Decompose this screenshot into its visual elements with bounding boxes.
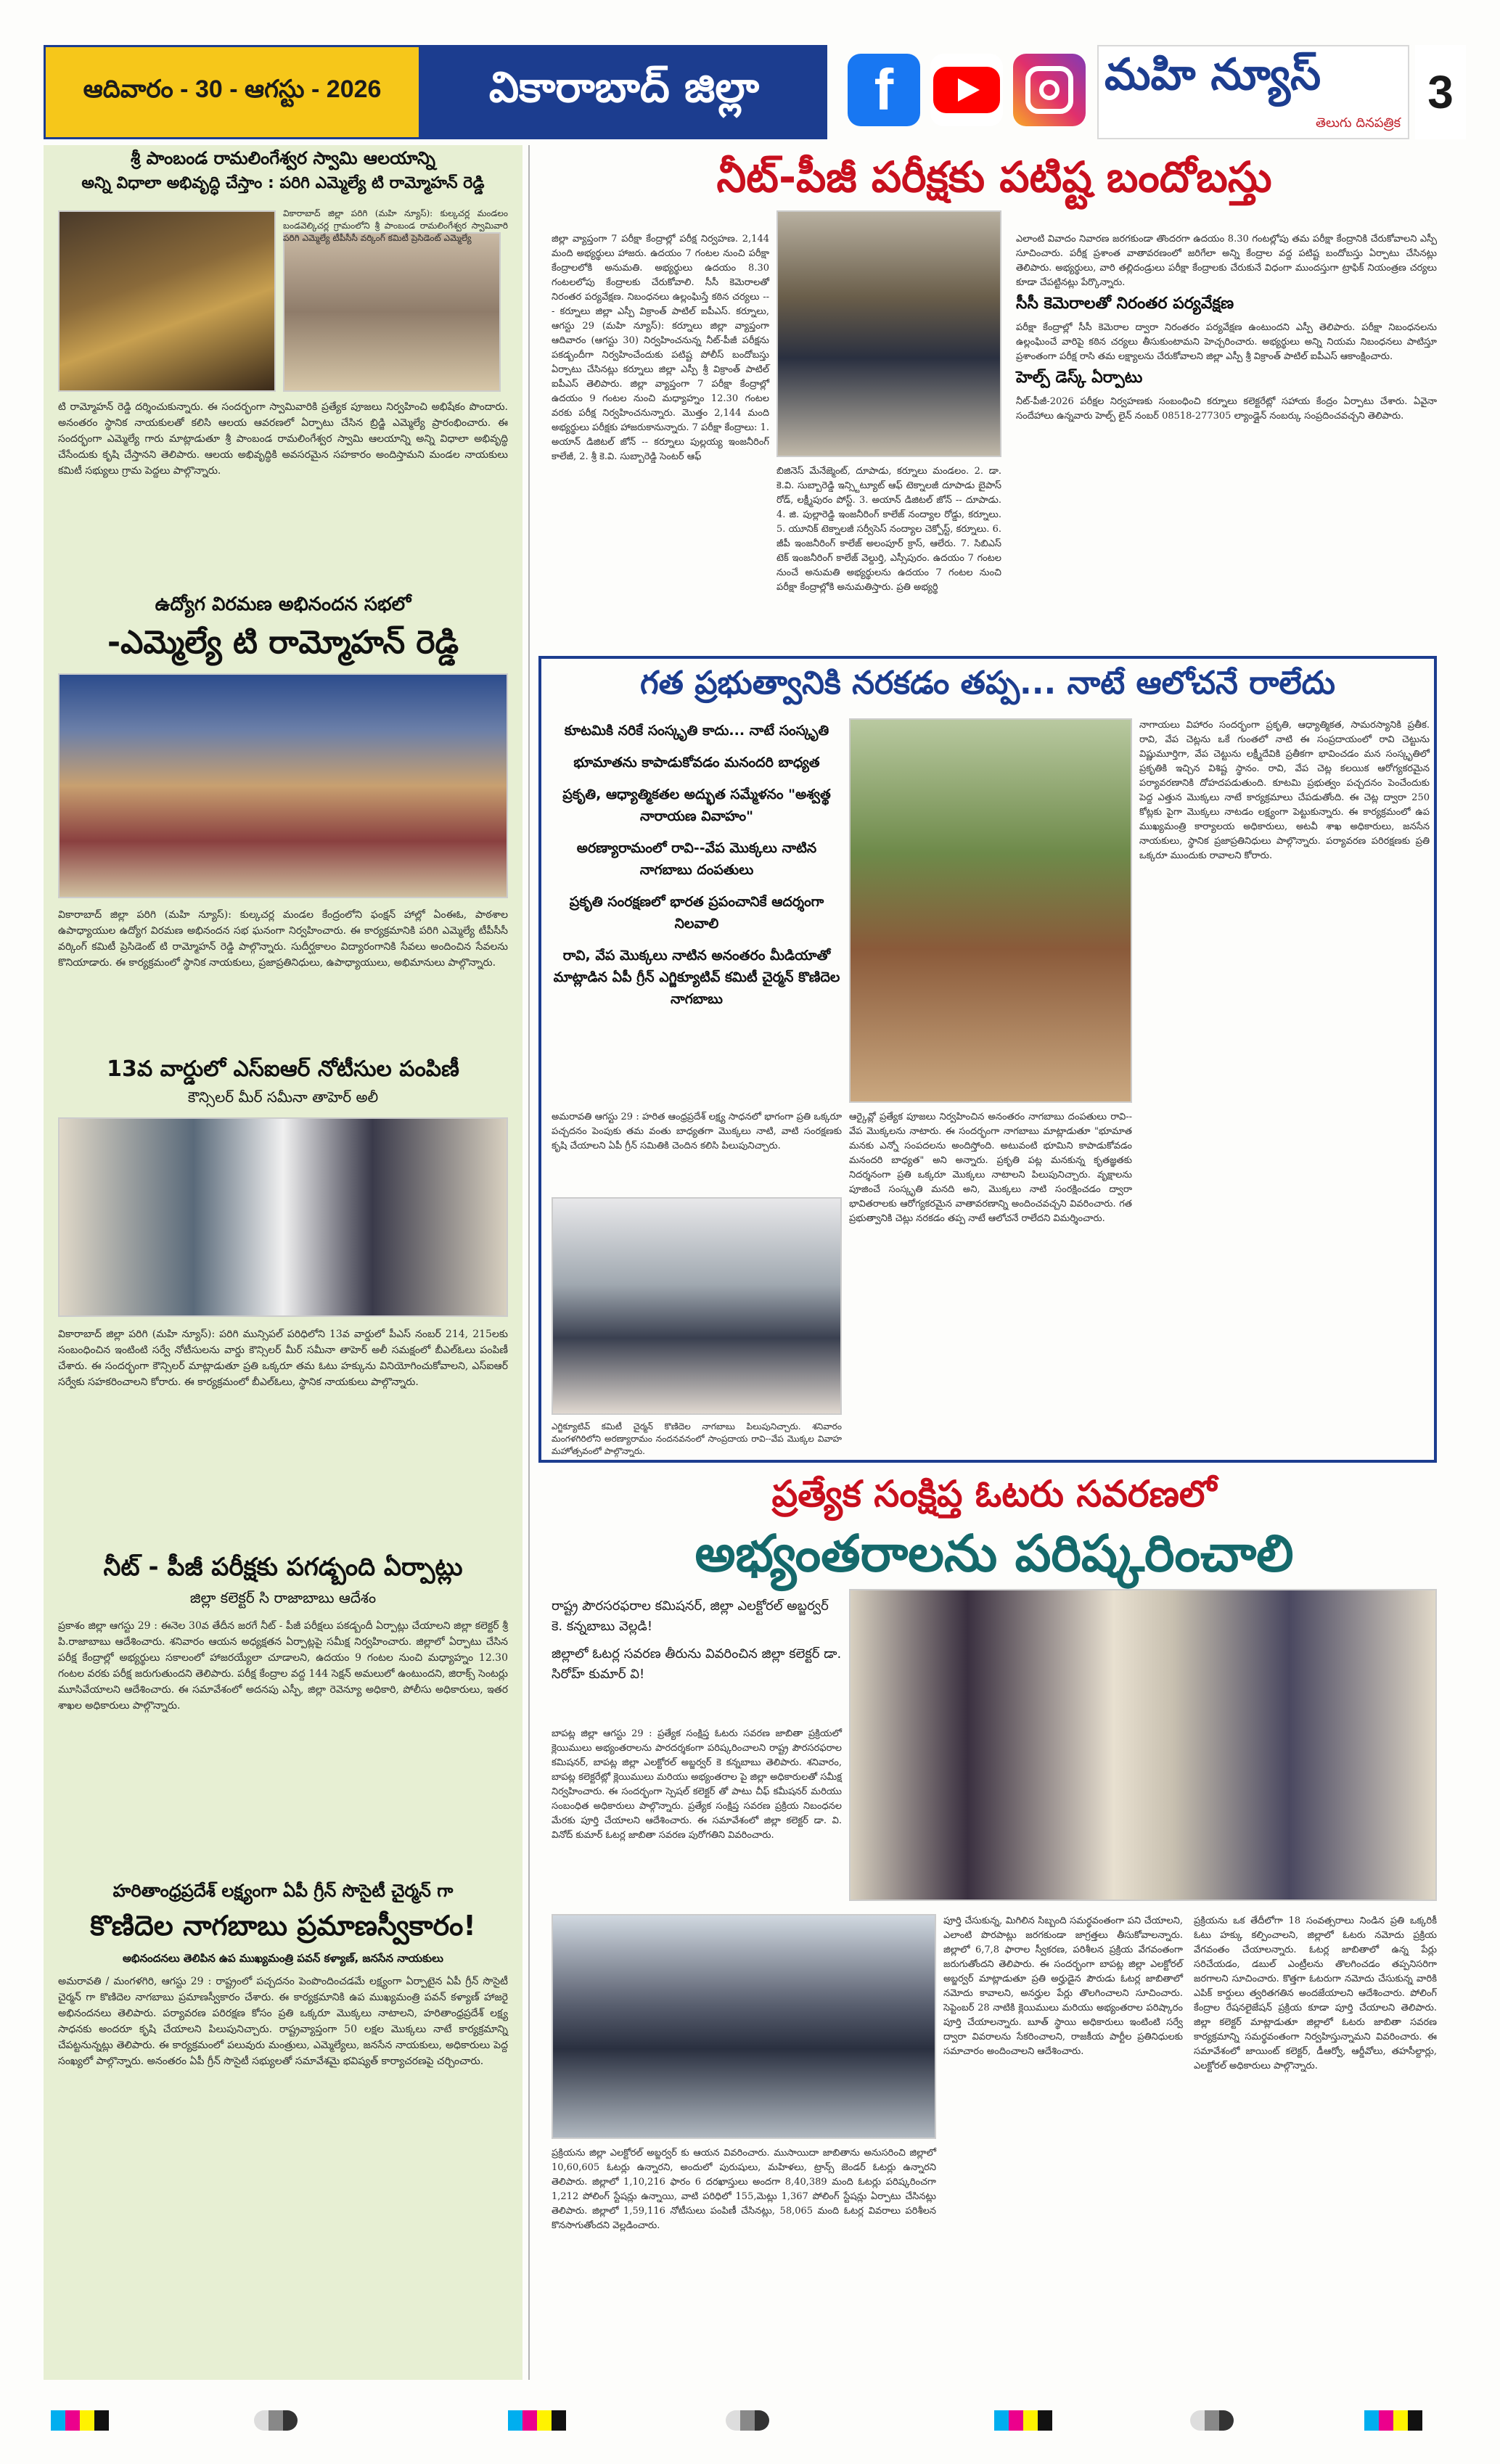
article2-headline1: ఉద్యోగ విరమణ అభినందన సభలో: [155, 594, 411, 615]
top-story-col3c: నీట్-పీజీ-2026 పరీక్షల నిర్వహణకు సంబంధించి కర్నూలు కలెక్టరేట్లో సహాయ కేంద్రం ఏర్పాటు చేశారు. ఏవైనా సందేహాలు ఉన్నవారు హెల్ప్ లైన్ నంబర్ 08518-277305 ల్యాండ్లైన్ నంబర్కు సంప్రదించవచ్చని తెలిపారు.: [1016, 396, 1437, 422]
article4-body: ప్రకాశం జిల్లా ఆగస్టు 29 : ఈనెల 30వ తేదీన జరగే నీట్ - పీజీ పరీక్షలు పకడ్బందీ ఏర్పాట్లు చేయాలని జిల్లా కలెక్టర్ శ్రీ పి.రాజాబాబు ఆదేశించారు. శనివారం ఆయన అధ్యక్షతన ఏర్పాట్లపై సమీక్ష నిర్వహించారు. జిల్లాలో ఏర్పాటు చేసిన పరీక్ష కేంద్రాల్లో అభ్యర్థులు సకాలంలో హాజరయ్యేలా చూడాలని, ఉదయం 9 గంటల నుంచి మధ్యాహ్నం 12.30 గంటల వరకు పరీక్ష జరుగుతుందని తెలిపారు. పరీక్ష కేంద్రాల వద్ద 144 సెక్షన్ అమలులో ఉంటుందని, జిరాక్స్ సెంటర్లు మూసివేయాలని ఆదేశించారు. ఈ సమావేశంలో అదనపు ఎస్పీ, జిల్లా రెవెన్యూ అధికారి, పోలీసు అధికారులు, ఇతర శాఖల అధికారులు పాల్గొన్నారు.: [58, 1620, 508, 1712]
feature-photo-planting: [849, 718, 1132, 1103]
top-story-col2b: బిజినెస్ మేనేజ్మెంట్, దూపాడు, కర్నూలు మండలం. 2. డా. కె.వి. సుబ్బారెడ్డి ఇన్స్టిట్యూట్ ఆఫ్ టెక్నాలజీ దూపాడు బైపాస్ రోడ్, లక్ష్మీపురం పోస్ట్. 3. అయాన్ డిజిటల్ జోన్ -- దూపాడు. 4. జి. పుల్లారెడ్డి ఇంజనీరింగ్ కాలేజ్ నంద్యాల రోడ్డు, కర్నూలు. 5. యూనిక్ టెక్నాలజీ సర్వీసెస్ నంద్యాల చెక్పోస్ట్, కర్నూలు. 6. జీపీ ఇంజనీరింగ్ కాలేజ్ అలంపూర్ క్రాస్, ఆలేరు. 7. సిబిఎస్ టెక్ ఇంజనీరింగ్ కాలేజ్ వెల్దుర్తి, ఎస్సీపురం. ఉదయం 7 గంటల నుంచే అనుమతి అభ్యర్థులను ఉదయం 7 గంటల నుంచి పరీక్షా కేంద్రాల్లోకి అనుమతిస్తారు. ప్రతి అభ్యర్థి: [776, 466, 1001, 593]
feature-bullet: రావి, వేప మొక్కలు నాటిన అనంతరం మీడియాతో మాట్లాడిన ఏపీ గ్రీన్ ఎగ్జిక్యూటివ్ కమిటీ చైర్మన్ కొణిదెల నాగబాబు: [553, 948, 840, 1007]
article5-body: అమరావతి / మంగళగిరి, ఆగస్టు 29 : రాష్ట్రంలో పచ్చదనం పెంపొందించడమే లక్ష్యంగా ఏర్పాటైన ఏపీ గ్రీన్ సొసైటీ చైర్మన్ గా కొణిదెల నాగబాబు ప్రమాణస్వీకారం చేశారు. ఈ కార్యక్రమానికి ఉప ముఖ్యమంత్రి పవన్ కళ్యాణ్ హాజరై అభినందనలు తెలిపారు. పర్యావరణ పరిరక్షణ కోసం ప్రతి ఒక్కరూ మొక్కలు నాటాలని, హరితాంధ్రప్రదేశ్ లక్ష్య సాధనకు అందరూ కృషి చేయాలని పిలుపునిచ్చారు. రాష్ట్రవ్యాప్తంగా 50 లక్షల మొక్కలు నాటే కార్యక్రమాన్ని చేపట్టనున్నట్లు తెలిపారు. ఈ కార్యక్రమంలో పలువురు మంత్రులు, ఎమ్మెల్యేలు, జనసేన నాయకులు, అధికారులు పెద్ద సంఖ్యలో పాల్గొన్నారు. అనంతరం ఏపీ గ్రీన్ సొసైటీ సభ్యులతో సమావేశమై భవిష్యత్ కార్యాచరణపై చర్చించారు.: [58, 1976, 508, 2067]
paper-logo: [1097, 45, 1409, 139]
top-story-col3: ఎలాంటి వివాదం నివారణ జరగకుండా తొందరగా ఉదయం 8.30 గంటల్లోపు తమ పరీక్షా కేంద్రానికి చేరుకోవాలని ఎస్పీ సూచించారు. పరీక్ష ప్రశాంత వాతావరణంలో జరిగేలా అన్ని కేంద్రాల వద్ద పటిష్ట బందోబస్తు ఏర్పాటు చేసినట్లు తెలిపారు. అభ్యర్థులు, వారి తల్లిదండ్రులు పరీక్షా కేంద్రాలకు చేరుకునే విధంగా ముందస్తుగా ట్రాఫిక్ నియంత్రణ చర్యలు కూడా చేపట్టినట్లు పేర్కొన్నారు.: [1016, 234, 1437, 288]
feature-body-left: అమరావతి ఆగస్టు 29 : హరిత ఆంధ్రప్రదేశ్ లక్ష్య సాధనలో భాగంగా ప్రతి ఒక్కరూ పచ్చదనం పెంపుకు తమ వంతు బాధ్యతగా మొక్కలు నాటి, వాటి సంరక్షణకు కృషి చేయాలని ఏపీ గ్రీన్ సమితికి చెందిన కలిసి పిలుపునిచ్చారు.: [552, 1112, 842, 1151]
article5-headline3: అభినందనలు తెలిపిన ఉప ముఖ్యమంత్రి పవన్ కళ్యాణ్, జనసేన నాయకులు: [123, 1952, 443, 1965]
paper-name: మహి న్యూస్: [1104, 49, 1321, 100]
bottom-intro2: జిల్లాలో ఓటర్ల సవరణ తీరును వివరించిన జిల్లా కలెక్టర్ డా. సిరోహ్ కుమార్ వి!: [552, 1646, 842, 1682]
article1-body-top: వికారాబాద్ జిల్లా పరిగి (మహి న్యూస్): కుల్కచర్ల మండలం బండవెల్కిచర్ల గ్రామంలోని శ్రీ పాంబండ రామలింగేశ్వర స్వామివారి పరిగి ఎమ్మెల్యే టీపీసీసీ వర్కింగ్ కమిటీ ప్రెసిడెంట్ ఎమ్మెల్యే: [283, 208, 508, 243]
article5-headline1: హరితాంధ్రప్రదేశ్ లక్ష్యంగా ఏపీ గ్రీన్ సొసైటీ చైర్మన్ గా: [112, 1881, 454, 1901]
article2-headline2: -ఎమ్మెల్యే టి రామ్మోహన్ రెడ్డి: [107, 624, 459, 661]
edition-date: ఆదివారం - 30 - ఆగస్టు - 2026: [44, 45, 421, 139]
instagram-icon[interactable]: [1013, 54, 1086, 126]
bottom-intro: [552, 1596, 842, 1685]
page-number: 3: [1415, 45, 1466, 139]
feature-photo-meeting: [552, 1197, 842, 1415]
masthead: [44, 45, 1466, 139]
bottom-intro1: రాష్ట్ర పౌరసరఫరాల కమిషనర్, జిల్లా ఎలక్టోరల్ అబ్జర్వర్ కె. కన్నబాబు వెల్లడి!: [552, 1598, 829, 1634]
bottom-body-bl: ప్రక్రియను జిల్లా ఎలక్టోరల్ అబ్జర్వర్ కు ఆయన వివరించారు. ముసాయిదా జాబితాను అనుసరించి జిల్లాలో 10,60,605 ఓటర్లు ఉన్నారని, అందులో పురుషులు, మహిళలు, ట్రాన్స్ జెండర్ ఓటర్లు ఉన్నారని తెలిపారు. జిల్లాలో 1,10,216 ఫారం 6 దరఖాస్తులు అందగా 8,40,389 మంది ఓటర్లు పరిష్కరించగా 1,212 పోలింగ్ స్టేషన్లు ఉన్నాయి, వాటి పరిధిలో 155,మెట్లు 1,367 పోలింగ్ స్టేషన్లు ఏర్పాటు చేసినట్లు తెలిపారు. జిల్లాలో 1,59,116 నోటీసులు పంపిణీ చేసినట్లు, 58,065 మంది ఓటర్ల వివరాలు పరిశీలన కొనసాగుతోందని వెల్లడించారు.: [552, 2148, 936, 2231]
top-story-photo-sp: [776, 210, 1001, 457]
feature-body-mid: ఆర్కైవ్లో ప్రత్యేక పూజలు నిర్వహించిన అనంతరం నాగబాబు దంపతులు రావి--వేప మొక్కలను నాటారు. ఈ సందర్భంగా నాగబాబు మాట్లాడుతూ "భూమాత మనకు ఎన్నో సంపదలను అందిస్తోంది. అటువంటి భూమిని కాపాడుకోవడం మనందరి బాధ్యత" అని అన్నారు. ప్రకృతి పట్ల మనకున్న కృతజ్ఞతకు నిదర్శనంగా ప్రతి ఒక్కరూ మొక్కలు నాటాలని పిలుపునిచ్చారు. వృక్షాలను పూజించే సంస్కృతి మనది అని, మొక్కలు నాటి సంరక్షించడం ద్వారా భావితరాలకు ఆరోగ్యకరమైన వాతావరణాన్ని అందించవచ్చని వివరించారు. గత ప్రభుత్వానికి చెట్లు నరకడం తప్ప నాటే ఆలోచనే రాలేదని విమర్శించారు.: [849, 1112, 1132, 1224]
bottom-photo-review-meeting: [552, 1914, 936, 2139]
district-name: వికారాబాద్ జిల్లా: [421, 45, 827, 139]
gray-bar-right: [1190, 2410, 1234, 2431]
color-bar-midleft: [508, 2410, 566, 2431]
article3-photo: [58, 1117, 508, 1317]
article5-headline2: కొణిదెల నాగబాబు ప్రమాణస్వీకారం!: [90, 1910, 476, 1942]
article1-headline2: అన్ని విధాలా అభివృద్ధి చేస్తాం : పరిగి ఎమ్మెల్యే టి రామ్మోహన్ రెడ్డి: [81, 174, 485, 192]
article3-headline1: 13వ వార్డులో ఎస్ఐఆర్ నోటీసుల పంపిణీ: [107, 1056, 459, 1082]
paper-tagline: తెలుగు దినపత్రిక: [1315, 115, 1401, 131]
feature-bullet: కూటమికి నరికే సంస్కృతి కాదు... నాటే సంస్కృతి: [564, 723, 829, 739]
feature-bullet: ప్రకృతి, ఆధ్యాత్మికతల అద్భుత సమ్మేళనం "అశ్వత్థ నారాయణ వివాహం": [562, 787, 831, 824]
article1-headline1: శ్రీ పాంబండ రామలింగేశ్వర స్వామి ఆలయాన్ని: [131, 148, 435, 168]
top-story-col3b: పరీక్షా కేంద్రాల్లో సీసీ కెమెరాల ద్వారా నిరంతరం పర్యవేక్షణ ఉంటుందని ఎస్పీ తెలిపారు. పరీక్షా నిబంధనలను ఉల్లంఘించే వారిపై కఠిన చర్యలు తీసుకుంటామని హెచ్చరించారు. అభ్యర్థులు అన్ని నియమ నిబంధనలు పాటిస్తూ ప్రశాంతంగా పరీక్ష రాసి తమ లక్ష్యాలను చేరుకోవాలని జిల్లా ఎస్పీ శ్రీ విక్రాంత్ పాటిల్ ఐపీఎస్ ఆకాంక్షించారు.: [1016, 322, 1437, 362]
feature-caption: ఎగ్జిక్యూటివ్ కమిటీ చైర్మన్ కొణిదెల నాగబాబు పిలుపునిచ్చారు. శనివారం మంగళగిరిలోని అరణ్యారామం నందనవనంలో సాంప్రదాయ రావి--వేప మొక్కల వివాహ మహోత్సవంలో పాల్గొన్నారు.: [552, 1421, 842, 1456]
article2-photo: [58, 673, 508, 898]
feature-bullet: అరణ్యారామంలో రావి--వేప మొక్కలు నాటిన నాగబాబు దంపతులు: [576, 840, 817, 878]
feature-bullet: భూమాతను కాపాడుకోవడం మనందరి బాధ్యత: [573, 755, 820, 771]
color-bar-right: [1364, 2410, 1422, 2431]
feature-body-right: నాగాయలు విహారం సందర్భంగా ప్రకృతి, ఆధ్యాత్మికత, సామరస్యానికి ప్రతీక. రావి, వేప చెట్లను ఒకే గుంతలో నాటి ఈ సంప్రదాయంలో రావి చెట్టును విష్ణుమూర్తిగా, వేప చెట్టును లక్ష్మీదేవికి ప్రతీకగా భావించడం మన సంస్కృతిలో ప్రకృతికి ఇచ్చిన విశిష్ట స్థానం. రావి, వేప చెట్ల కలయిక ఆరోగ్యకరమైన పర్యావరణానికి దోహదపడుతుంది. కూటమి ప్రభుత్వం పచ్చదనం పెంచేందుకు పెద్ద ఎత్తున మొక్కలు నాటే కార్యక్రమాలు చేపడుతోంది. ఈ చెట్ల ద్వారా 250 కోట్లకు పైగా మొక్కలు నాటడం లక్ష్యంగా పెట్టుకున్నారు. ఈ కార్యక్రమంలో ఉప ముఖ్యమంత్రి కార్యాలయ అధికారులు, అటవీ శాఖ అధికారులు, జనసేన నాయకులు, స్థానిక ప్రజాప్రతినిధులు పాల్గొన్నారు. పర్యావరణ పరిరక్షణకు ప్రతి ఒక్కరూ ముందుకు రావాలని కోరారు.: [1139, 720, 1430, 861]
top-story-right: [1016, 232, 1437, 646]
facebook-icon[interactable]: f: [848, 54, 920, 126]
bottom-body-left: బాపట్ల జిల్లా ఆగస్టు 29 : ప్రత్యేక సంక్షిప్త ఓటరు సవరణ జాబితా ప్రక్రియలో క్లెయిములు అభ్యంతరాలను పారదర్శకంగా పరిష్కరించాలని రాష్ట్ర పౌరసరఫరాల కమిషనర్, బాపట్ల జిల్లా ఎలక్టోరల్ అబ్జర్వర్ కె కన్నబాబు తెలిపారు. శనివారం, బాపట్ల కలెక్టరేట్లో క్లెయిములు మరియు అభ్యంతరాల పై జిల్లా అధికారులతో సమీక్ష నిర్వహించారు. ఈ సందర్భంగా స్పెషల్ కలెక్టర్ తో పాటు చీఫ్ కమీషనర్ మరియు సంబంధిత అధికారులు పాల్గొన్నారు. ప్రత్యేక సంక్షిప్త సవరణ ప్రక్రియ నిబంధనల మేరకు పూర్తి చేయాలని ఆదేశించారు. ఈ సమావేశంలో జిల్లా కలెక్టర్ డా. వి. వినోద్ కుమార్ ఓటర్ల జాబితా సవరణ పురోగతిని వివరించారు.: [552, 1728, 842, 1841]
gray-bar-left: [254, 2410, 298, 2431]
feature-headline: గత ప్రభుత్వానికి నరకడం తప్ప... నాటే ఆలోచనే రాలేదు: [640, 665, 1335, 702]
bottom-body-c1: పూర్తి చేసుకున్న, మిగిలిన సిబ్బంది సమర్థవంతంగా పని చేయాలని, ఎలాంటి పొరపాట్లు జరగకుండా జాగ్రత్తలు తీసుకోవాలన్నారు. జిల్లాలో 6,7,8 ఫారాల స్వీకరణ, పరిశీలన ప్రక్రియ వేగవంతంగా జరుగుతోందని తెలిపారు. ఈ సందర్భంగా బాపట్ల జిల్లా ఎలక్టోరల్ అబ్జర్వర్ మాట్లాడుతూ ప్రతి అర్హుడైన పౌరుడు ఓటర్ల జాబితాలో నమోదు కావాలని, అనర్హుల పేర్లు తొలగించాలని సూచించారు. సెప్టెంబర్ 28 నాటికి క్లెయిములు మరియు అభ్యంతరాల పరిష్కారం పూర్తి చేయాలన్నారు. బూత్ స్థాయి అధికారులు ఇంటింటి సర్వే ద్వారా వివరాలను సేకరించాలని, రాజకీయ పార్టీల ప్రతినిధులకు సమాచారం అందించాలని ఆదేశించారు.: [943, 1915, 1183, 2057]
bottom-headline1: ప్రత్యేక సంక్షిప్త ఓటరు సవరణలో: [771, 1473, 1217, 1515]
gray-bar-mid: [726, 2410, 769, 2431]
feature-bullets: [552, 720, 842, 1104]
top-story-headline: నీట్-పీజీ పరీక్షకు పటిష్ట బందోబస్తు: [716, 152, 1272, 202]
color-bar-midright: [994, 2410, 1052, 2431]
bottom-headline2: అభ్యంతరాలను పరిష్కరించాలి: [694, 1524, 1294, 1583]
youtube-icon[interactable]: [930, 54, 1003, 126]
article1-photo-mla: [283, 232, 501, 392]
article2-body: వికారాబాద్ జిల్లా పరిగి (మహి న్యూస్): కుల్కచర్ల మండల కేంద్రంలోని ఫంక్షన్ హాల్లో ఏంఈఓ, పాఠశాల ఉపాధ్యాయుల ఉద్యోగ విరమణ అభినందన సభ ఘనంగా నిర్వహించారు. ఈ కార్యక్రమానికి పరిగి ఎమ్మెల్యే టీపీసీసీ వర్కింగ్ కమిటీ ప్రెసిడెంట్ టి రామ్మోహన్ రెడ్డి పాల్గొన్నారు. సుదీర్ఘకాలం విద్యారంగానికి సేవలు అందించిన సేవలను కొనియాడారు. ఈ కార్యక్రమంలో స్థానిక నాయకులు, ప్రజాప్రతినిధులు, ఉపాధ్యాయులు, అభిమానులు పాల్గొన్నారు.: [58, 909, 508, 969]
article3-body: వికారాబాద్ జిల్లా పరిగి (మహి న్యూస్): పరిగి మున్సిపల్ పరిధిలోని 13వ వార్డులో పీఎస్ నంబర్ 214, 215లకు సంబంధించిన ఇంటింటి సర్వే నోటీసులను వార్డు కౌన్సిలర్ మీర్ సమీనా తాహెర్ అలీ సమక్షంలో బీఎల్ఓలు పంపిణీ చేశారు. ఈ సందర్భంగా కౌన్సిలర్ మాట్లాడుతూ ప్రతి ఒక్కరూ తమ ఓటు హక్కును వినియోగించుకోవాలని, ఎస్ఐఆర్ సర్వేకు సహకరించాలని కోరారు. ఈ కార్యక్రమంలో బీఎల్ఓలు, స్థానిక నాయకులు పాల్గొన్నారు.: [58, 1328, 508, 1388]
bottom-body-c2: ప్రక్రియను ఒక తేదీలోగా 18 సంవత్సరాలు నిండిన ప్రతి ఒక్కరికీ ఓటు హక్కు కల్పించాలని, జిల్లాలో ఓటరు నమోదు ప్రక్రియ వేగవంతం చేయాలన్నారు. ఓటర్ల జాబితాలో ఉన్న పేర్లు సరిచేయడం, డబుల్ ఎంట్రీలను తొలగించడం తప్పనిసరిగా జరగాలని సూచించారు. కొత్తగా ఓటరుగా నమోదు చేసుకున్న వారికి ఎపిక్ కార్డులు త్వరితగతిన అందజేయాలని ఆదేశించారు. పోలింగ్ కేంద్రాల రేషనలైజేషన్ ప్రక్రియ కూడా పూర్తి చేయాలని తెలిపారు. జిల్లా కలెక్టర్ మాట్లాడుతూ జిల్లాలో ఓటరు జాబితా సవరణ కార్యక్రమాన్ని సమర్థవంతంగా నిర్వహిస్తున్నామని వివరించారు. ఈ సమావేశంలో జాయింట్ కలెక్టర్, డీఆర్వో, ఆర్డీవోలు, తహసీల్దార్లు, ఎలక్టోరల్ అధికారులు పాల్గొన్నారు.: [1194, 1915, 1437, 2071]
article1-body: టి రామ్మోహన్ రెడ్డి దర్శించుకున్నారు. ఈ సందర్భంగా స్వామివారికి ప్రత్యేక పూజలు నిర్వహించి అభిషేకం పొందారు. అనంతరం స్థానిక నాయకులతో కలిసి ఆలయ ఆవరణలో ఏర్పాటు చేసిన బ్రిడ్జి ఎమ్మెల్యే ప్రారంభించారు. ఈ సందర్భంగా ఎమ్మెల్యే గారు మాట్లాడుతూ శ్రీ పాంబండ రామలింగేశ్వర స్వామి ఆలయాన్ని అన్ని విధాలా అభివృద్ధి చేసేందుకు కృషి చేస్తానని తెలిపారు. ఆలయ అభివృద్ధికి అవసరమైన సహకారం అందిస్తామని మండల నాయకులు కమిటీ సభ్యులు గ్రామ పెద్దలు పాల్గొన్నారు.: [58, 401, 508, 477]
column-divider: [528, 145, 530, 2380]
article3-headline2: కౌన్సిలర్ మీర్ సమీనా తాహెర్ అలీ: [187, 1088, 379, 1106]
top-story-subhead-cctv: సీసీ కెమెరాలతో నిరంతర పర్యవేక్షణ: [1016, 295, 1234, 313]
article1-photo-temple: [58, 210, 276, 392]
top-story-col1: జిల్లా వ్యాప్తంగా 7 పరీక్షా కేంద్రాల్లో పరీక్ష నిర్వహణ. 2,144 మంది అభ్యర్థులు హాజరు. ఉదయం 7 గంటల నుంచి పరీక్షా కేంద్రాలలోకి అనుమతి. అభ్యర్థులు ఉదయం 8.30 గంటలలోపు కేంద్రాలకు చేరుకోవాలి. సీసీ కెమెరాలతో నిరంతర పర్యవేక్షణ. నిబంధనలు ఉల్లంఘిస్తే కఠిన చర్యలు --- కర్నూలు జిల్లా ఎస్పీ విక్రాంత్ పాటిల్ ఐపీఎస్. కర్నూలు, ఆగస్టు 29 (మహి న్యూస్): కర్నూలు జిల్లా వ్యాప్తంగా ఆదివారం (ఆగస్టు 30) నిర్వహించనున్న నీట్-పీజీ పరీక్షను పకడ్బందీగా నిర్వహించేందుకు పటిష్ట పోలీస్ బందోబస్తు ఏర్పాటు చేసినట్లు కర్నూలు జిల్లా ఎస్పీ శ్రీ విక్రాంత్ పాటిల్ ఐపీఎస్ తెలిపారు. జిల్లా వ్యాప్తంగా 7 పరీక్షా కేంద్రాల్లో ఉదయం 9 గంటల నుంచి మధ్యాహ్నం 12.30 గంటల వరకు పరీక్ష నిర్వహించనున్నారు. మొత్తం 2,144 మంది అభ్యర్థులు పరీక్షకు హాజరుకానున్నారు. 7 పరీక్షా కేంద్రాలు: 1. అయాన్ డిజిటల్ జోన్ -- కర్నూలు పుల్లయ్య ఇంజనీరింగ్ కాలేజీ, 2. శ్రీ కె.వి. సుబ్బారెడ్డి సెంటర్ ఆఫ్: [552, 234, 769, 462]
top-story-subhead-helpdesk: హెల్ప్ డెస్క్ ఏర్పాటు: [1016, 369, 1143, 387]
article4-headline2: జిల్లా కలెక్టర్ సి రాజాబాబు ఆదేశం: [189, 1589, 377, 1606]
feature-bullet: ప్రకృతి సంరక్షణలో భారత ప్రపంచానికే ఆదర్శంగా నిలవాలి: [569, 894, 824, 932]
color-bar-left: [51, 2410, 109, 2431]
left-column: [44, 145, 522, 2380]
article4-headline1: నీట్ - పీజీ పరీక్షకు పగడ్బంది ఏర్పాట్లు: [103, 1553, 463, 1582]
bottom-photo-officials: [849, 1589, 1437, 1901]
